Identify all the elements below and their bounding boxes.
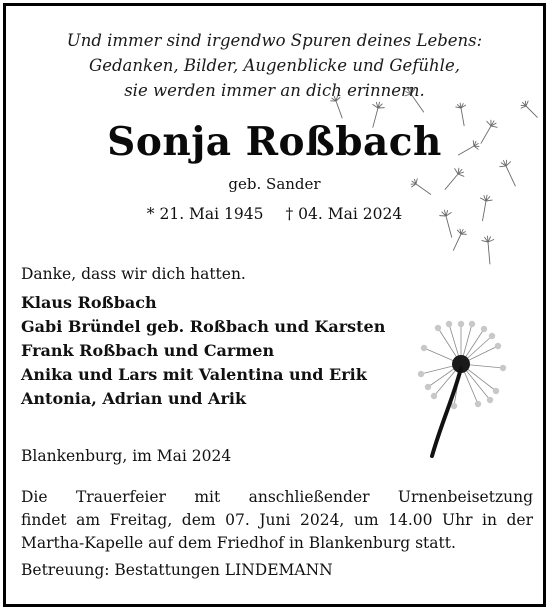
family-member: Klaus Roßbach <box>21 293 157 312</box>
deceased-name: Sonja Roßbach <box>107 119 442 165</box>
notice-line: findet am Freitag, dem 07. Juni 2024, um 14.00 Uhr in der <box>21 511 533 529</box>
notice-line: Die Trauerfeier mit anschließender Urnenbeisetzung <box>21 488 533 506</box>
poem <box>6 28 543 103</box>
family-member: Frank Roßbach und Carmen <box>21 341 275 360</box>
notice-line: Martha-Kapelle auf dem Friedhof in Blankenburg statt. <box>21 534 456 552</box>
place-date: Blankenburg, im Mai 2024 <box>21 447 232 465</box>
obituary-card <box>3 3 546 607</box>
thanks-line: Danke, dass wir dich hatten. <box>21 265 246 283</box>
family-member: Anika und Lars mit Valentina und Erik <box>21 365 367 384</box>
maiden-name: geb. Sander <box>228 175 321 193</box>
family-member: Gabi Bründel geb. Roßbach und Karsten <box>21 317 386 336</box>
family-list <box>21 291 385 411</box>
birth-date: * 21. Mai 1945 <box>146 205 264 223</box>
poem-line: Gedanken, Bilder, Augenblicke und Gefühle, <box>89 56 460 75</box>
funeral-home: Betreuung: Bestattungen LINDEMANN <box>21 561 333 579</box>
life-dates <box>6 203 543 225</box>
poem-line: Und immer sind irgendwo Spuren deines Lebens: <box>66 31 483 50</box>
poem-line: sie werden immer an dich erinnern. <box>124 81 425 100</box>
funeral-notice <box>21 486 533 555</box>
death-date: † 04. Mai 2024 <box>285 205 403 223</box>
family-member: Antonia, Adrian und Arik <box>21 389 247 408</box>
